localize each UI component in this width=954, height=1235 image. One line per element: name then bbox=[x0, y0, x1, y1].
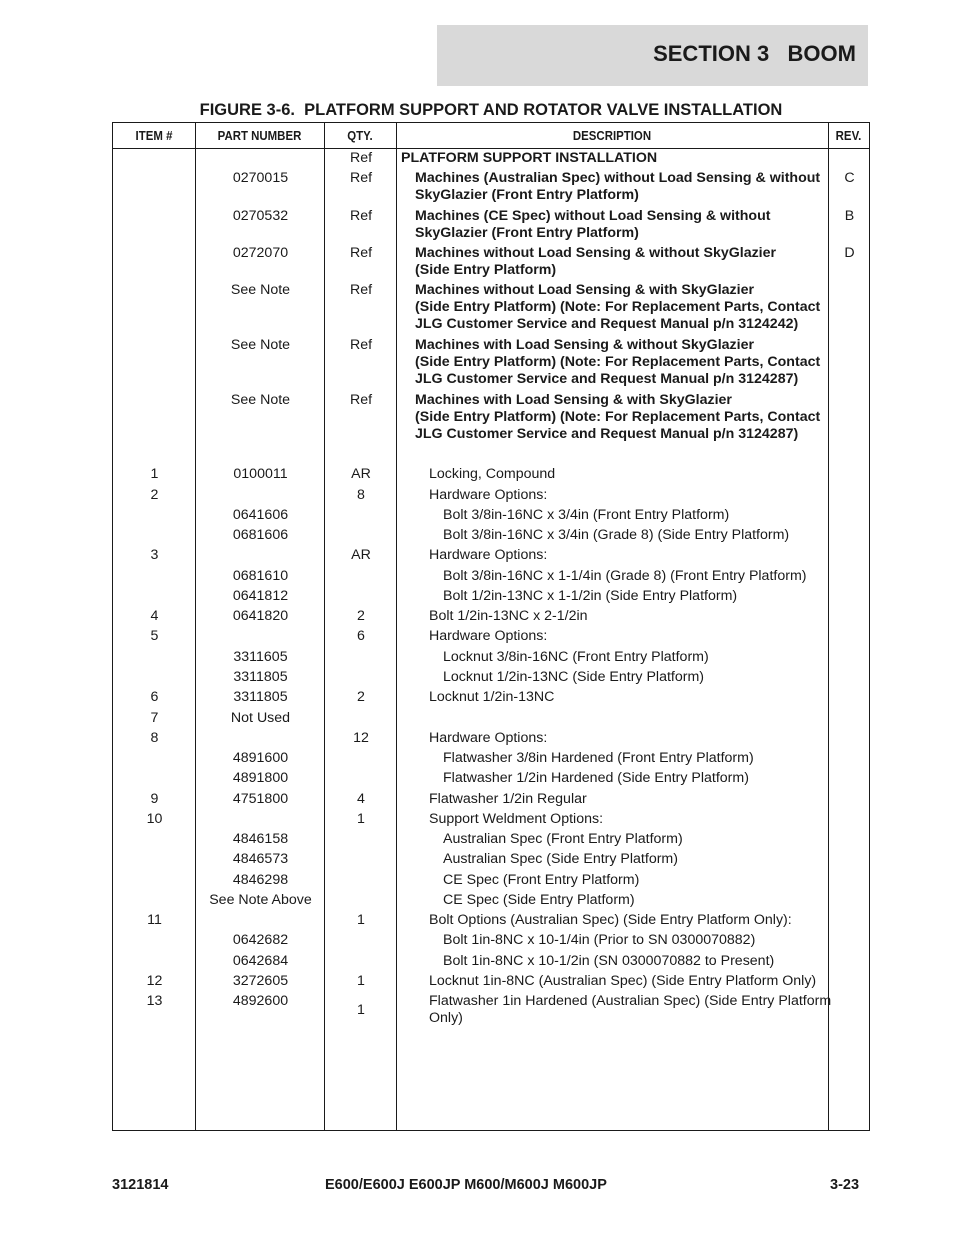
part-number: 3311605 bbox=[233, 649, 288, 665]
part-number: See Note Above bbox=[209, 892, 312, 908]
description-line: Locknut 3/8in-16NC (Front Entry Platform) bbox=[443, 649, 709, 665]
description-line: Machines (Australian Spec) without Load Sensing & without bbox=[415, 170, 821, 186]
item-number: 1 bbox=[150, 466, 159, 482]
description-line: Hardware Options: bbox=[429, 487, 548, 503]
column-header-description: DESCRIPTION bbox=[572, 128, 652, 143]
description bbox=[443, 507, 858, 524]
quantity: 2 bbox=[357, 608, 365, 624]
description-line: SkyGlazier (Front Entry Platform) bbox=[415, 187, 639, 203]
quantity: Ref bbox=[349, 170, 373, 186]
column-header-rev: REV. bbox=[835, 128, 862, 143]
item-number: 11 bbox=[147, 912, 162, 928]
revision: D bbox=[844, 245, 855, 261]
item-number: 13 bbox=[146, 993, 163, 1009]
parts-table bbox=[112, 122, 870, 1131]
description bbox=[429, 993, 844, 1027]
description-line: Machines without Load Sensing & without SkyGlazier bbox=[415, 245, 777, 261]
part-number: 4846573 bbox=[232, 851, 289, 867]
description-line: (Side Entry Platform) (Note: For Replacement Parts, Contact bbox=[415, 299, 821, 315]
description bbox=[429, 811, 844, 828]
quantity: 6 bbox=[357, 628, 365, 644]
figure-title: FIGURE 3-6. PLATFORM SUPPORT AND ROTATOR VALVE INSTALLATION bbox=[199, 101, 783, 119]
item-number: 6 bbox=[150, 689, 159, 705]
description-line: Bolt 1/2in-13NC x 1-1/2in (Side Entry Platform) bbox=[443, 588, 738, 604]
part-number: 0100011 bbox=[233, 466, 288, 482]
description-line: Hardware Options: bbox=[429, 730, 548, 746]
section-banner bbox=[437, 25, 868, 86]
part-number: 3272605 bbox=[232, 973, 289, 989]
part-number: 0681606 bbox=[232, 527, 289, 543]
part-number: 4891800 bbox=[232, 770, 289, 786]
description bbox=[443, 831, 858, 848]
part-number: 0641820 bbox=[232, 608, 289, 624]
part-number: 4846298 bbox=[232, 872, 289, 888]
item-number: 3 bbox=[150, 547, 159, 563]
part-number: 4751800 bbox=[232, 791, 289, 807]
part-number: See Note bbox=[230, 282, 291, 298]
description bbox=[429, 973, 844, 990]
description-line: Hardware Options: bbox=[429, 628, 548, 644]
description bbox=[429, 547, 844, 564]
quantity: Ref bbox=[349, 245, 373, 261]
part-number: 4891600 bbox=[232, 750, 289, 766]
description bbox=[429, 487, 844, 504]
description-line: Machines without Load Sensing & with SkyGlazier bbox=[415, 282, 754, 298]
description-line: CE Spec (Front Entry Platform) bbox=[443, 872, 640, 888]
item-number: 4 bbox=[150, 608, 159, 624]
part-number: 0272070 bbox=[232, 245, 289, 261]
description-line: JLG Customer Service and Request Manual p/n 3124287) bbox=[415, 371, 799, 387]
header-divider bbox=[113, 148, 869, 149]
description-line: Australian Spec (Side Entry Platform) bbox=[443, 851, 678, 867]
quantity: 1 bbox=[357, 1002, 365, 1018]
description-line: Locknut 1/2in-13NC (Side Entry Platform) bbox=[443, 669, 705, 685]
description-line: Hardware Options: bbox=[429, 547, 548, 563]
description bbox=[443, 669, 858, 686]
quantity: Ref bbox=[349, 150, 373, 166]
description bbox=[443, 527, 858, 544]
description-line: Only) bbox=[429, 1010, 463, 1026]
description bbox=[429, 791, 844, 808]
description-line: Locking, Compound bbox=[429, 466, 556, 482]
part-number: 4892600 bbox=[232, 993, 289, 1009]
description bbox=[429, 608, 844, 625]
footer-models: E600/E600J E600JP M600/M600J M600JP bbox=[325, 1177, 607, 1193]
column-header-qty: QTY. bbox=[347, 128, 373, 143]
part-number: 0642682 bbox=[232, 932, 289, 948]
quantity: 2 bbox=[357, 689, 365, 705]
description-line: Bolt 1in-8NC x 10-1/2in (SN 0300070882 to Present) bbox=[443, 953, 775, 969]
description-line: CE Spec (Side Entry Platform) bbox=[443, 892, 635, 908]
column-header-part-number: PART NUMBER bbox=[217, 128, 302, 143]
quantity: 1 bbox=[357, 973, 365, 989]
description bbox=[415, 208, 830, 242]
description-line: Machines with Load Sensing & with SkyGlazier bbox=[415, 392, 732, 408]
part-number: 0681610 bbox=[232, 568, 289, 584]
quantity: Ref bbox=[349, 392, 373, 408]
description bbox=[401, 150, 816, 167]
quantity: 1 bbox=[357, 912, 365, 928]
description-line: Bolt 3/8in-16NC x 3/4in (Front Entry Platform) bbox=[443, 507, 730, 523]
description-line: Support Weldment Options: bbox=[429, 811, 604, 827]
column-header-item: ITEM # bbox=[135, 128, 173, 143]
description bbox=[429, 466, 844, 483]
part-number: See Note bbox=[230, 392, 291, 408]
part-number: 0270532 bbox=[232, 208, 289, 224]
description bbox=[429, 689, 844, 706]
quantity: 1 bbox=[357, 811, 365, 827]
description-line: Bolt 1in-8NC x 10-1/4in (Prior to SN 0300070882) bbox=[443, 932, 756, 948]
footer-page-number: 3-23 bbox=[830, 1177, 860, 1193]
description bbox=[443, 568, 858, 585]
description-line: Machines with Load Sensing & without SkyGlazier bbox=[415, 337, 754, 353]
description-line: Bolt 3/8in-16NC x 3/4in (Grade 8) (Side Entry Platform) bbox=[443, 527, 790, 543]
revision: B bbox=[844, 208, 855, 224]
description-line: Bolt 1/2in-13NC x 2-1/2in bbox=[429, 608, 588, 624]
part-number: See Note bbox=[230, 337, 291, 353]
part-number: 3311805 bbox=[233, 669, 288, 685]
part-number: Not Used bbox=[230, 710, 291, 726]
description bbox=[415, 170, 830, 204]
description-line: Locknut 1/2in-13NC bbox=[429, 689, 555, 705]
part-number: 0641606 bbox=[232, 507, 289, 523]
description-line: Australian Spec (Front Entry Platform) bbox=[443, 831, 683, 847]
description-line: (Side Entry Platform) (Note: For Replacement Parts, Contact bbox=[415, 409, 821, 425]
quantity: AR bbox=[351, 466, 371, 482]
description-line: Locknut 1in-8NC (Australian Spec) (Side Entry Platform Only) bbox=[429, 973, 817, 989]
description bbox=[429, 912, 844, 929]
description bbox=[429, 628, 844, 645]
description bbox=[443, 932, 858, 949]
item-number: 9 bbox=[150, 791, 159, 807]
description bbox=[443, 872, 858, 889]
description-line: Bolt 3/8in-16NC x 1-1/4in (Grade 8) (Front Entry Platform) bbox=[443, 568, 807, 584]
description bbox=[415, 245, 830, 279]
description bbox=[443, 770, 858, 787]
part-number: 0641812 bbox=[232, 588, 289, 604]
quantity: Ref bbox=[349, 208, 373, 224]
quantity: Ref bbox=[349, 282, 373, 298]
description-line: JLG Customer Service and Request Manual p/n 3124287) bbox=[415, 426, 799, 442]
description-line: SkyGlazier (Front Entry Platform) bbox=[415, 225, 639, 241]
description-line: (Side Entry Platform) bbox=[415, 262, 557, 278]
quantity: 12 bbox=[353, 730, 369, 746]
description bbox=[443, 851, 858, 868]
item-number: 5 bbox=[150, 628, 159, 644]
part-number: 0642684 bbox=[232, 953, 289, 969]
quantity: Ref bbox=[349, 337, 373, 353]
item-number: 8 bbox=[150, 730, 159, 746]
description-line: Flatwasher 1/2in Hardened (Side Entry Platform) bbox=[443, 770, 749, 786]
description-line: PLATFORM SUPPORT INSTALLATION bbox=[401, 150, 658, 166]
part-number: 0270015 bbox=[232, 170, 289, 186]
description-line: Bolt Options (Australian Spec) (Side Entry Platform Only): bbox=[429, 912, 792, 928]
item-number: 12 bbox=[146, 973, 163, 989]
quantity: AR bbox=[351, 547, 371, 563]
part-number: 3311805 bbox=[233, 689, 288, 705]
item-number: 7 bbox=[150, 710, 159, 726]
revision: C bbox=[844, 170, 855, 186]
quantity: 4 bbox=[357, 791, 365, 807]
footer-doc-number: 3121814 bbox=[112, 1177, 169, 1193]
description-line: (Side Entry Platform) (Note: For Replacement Parts, Contact bbox=[415, 354, 821, 370]
description-line: Flatwasher 1/2in Regular bbox=[429, 791, 587, 807]
description bbox=[443, 953, 858, 970]
quantity: 8 bbox=[357, 487, 365, 503]
section-title: SECTION 3 BOOM bbox=[653, 41, 856, 66]
description bbox=[443, 750, 858, 767]
description-line: JLG Customer Service and Request Manual p/n 3124242) bbox=[415, 316, 799, 332]
description bbox=[429, 730, 844, 747]
description-line: Machines (CE Spec) without Load Sensing & without bbox=[415, 208, 771, 224]
description bbox=[415, 337, 830, 388]
part-number: 4846158 bbox=[232, 831, 289, 847]
description-line: Flatwasher 3/8in Hardened (Front Entry Platform) bbox=[443, 750, 754, 766]
description bbox=[443, 588, 858, 605]
description bbox=[443, 649, 858, 666]
description bbox=[415, 282, 830, 333]
description bbox=[443, 892, 858, 909]
description bbox=[415, 392, 830, 443]
item-number: 2 bbox=[150, 487, 159, 503]
description-line: Flatwasher 1in Hardened (Australian Spec) (Side Entry Platform bbox=[429, 993, 832, 1009]
item-number: 10 bbox=[146, 811, 163, 827]
